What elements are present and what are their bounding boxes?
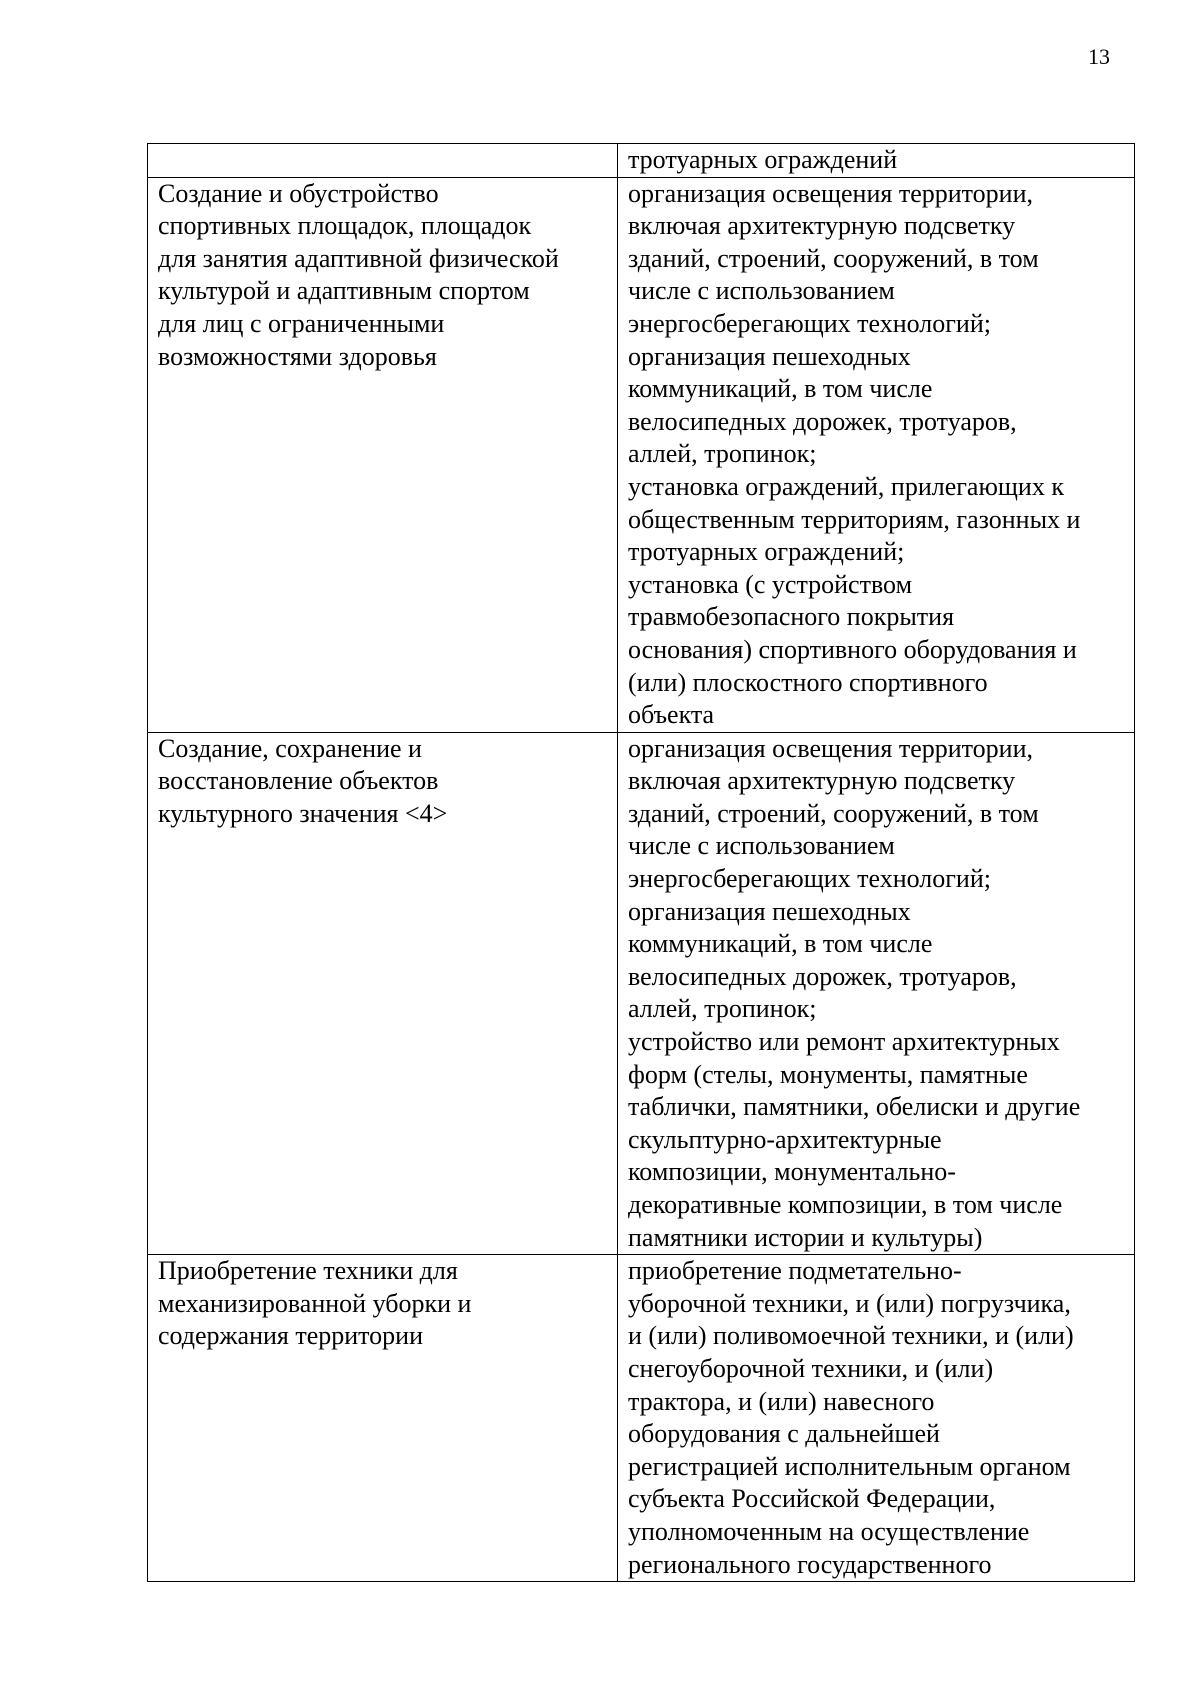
cell-text-line: (или) плоскостного спортивного [628,667,988,697]
cell-text-line: для занятия адаптивной физической [158,243,559,273]
work-types-cell [618,1255,1135,1582]
table-body [148,144,1135,1582]
cell-text-line: числе с использованием [628,276,895,306]
cell-text-line: организация освещения территории, [628,733,1033,763]
cell-text-line: объекта [628,700,715,730]
cell-text-line: форм (стелы, монументы, памятные [628,1059,1028,1089]
cell-text-line: таблички, памятники, обелиски и другие [628,1092,1081,1122]
cell-text-line: приобретение подметательно- [628,1256,962,1286]
cell-text-line: зданий, строений, сооружений, в том [628,243,1039,273]
cell-text-line: скульптурно-архитектурные [628,1124,942,1154]
cell-text-line: тротуарных ограждений; [628,537,905,567]
table-row [148,732,1135,1255]
cell-text-line: для лиц с ограниченными [158,308,445,338]
cell-text-line: культурой и адаптивным спортом [158,276,530,306]
cell-text-line: уборочной техники, и (или) погрузчика, [628,1288,1071,1318]
cell-text-line: включая архитектурную подсветку [628,211,1016,241]
event-name-cell [148,732,618,1255]
cell-text-line: спортивных площадок, площадок [158,211,532,241]
cell-text-line: энергосберегающих технологий; [628,864,991,894]
cell-text-line: снегоуборочной техники, и (или) [628,1353,994,1383]
cell-text-line: зданий, строений, сооружений, в том [628,798,1039,828]
cell-text-line: оборудования с дальнейшей [628,1419,940,1449]
cell-text-line: культурного значения <4> [158,798,448,828]
cell-text-line: содержания территории [158,1321,424,1351]
cell-text-line: велосипедных дорожек, тротуаров, [628,961,1017,991]
cell-text-line: и (или) поливомоечной техники, и (или) [628,1321,1074,1351]
cell-text-line: уполномоченным на осуществление [628,1516,1030,1546]
work-types-cell [618,144,1135,178]
cell-text-line: декоративные композиции, в том числе [628,1190,1063,1219]
table-row [148,1255,1135,1582]
cell-text-line: установка (с устройством [628,569,913,599]
cell-text-line: Приобретение техники для [158,1256,458,1286]
cell-text-line: памятники истории и культуры) [628,1222,983,1252]
cell-text-line: механизированной уборки и [158,1288,472,1318]
cell-text-line: трактора, и (или) навесного [628,1386,935,1416]
event-name-cell [148,1255,618,1582]
table-row [148,177,1135,732]
work-types-cell [618,177,1135,732]
cell-text-line: Создание и обустройство [158,178,439,208]
cell-text-line: энергосберегающих технологий; [628,308,991,338]
cell-text-line: Создание, сохранение и [158,733,422,763]
measures-table [147,143,1135,1582]
cell-text-line: включая архитектурную подсветку [628,766,1016,796]
event-name-cell [148,177,618,732]
cell-text-line: общественным территориям, газонных и [628,504,1081,534]
page-number: 13 [1088,44,1110,69]
cell-text-line: основания) спортивного оборудования и [628,634,1077,664]
cell-text-line: аллей, тропинок; [628,439,817,469]
cell-text-line: велосипедных дорожек, тротуаров, [628,406,1017,436]
cell-text-line: травмобезопасного покрытия [628,602,955,632]
cell-text-line: аллей, тропинок; [628,994,817,1024]
cell-text-line: регионального государственного [628,1549,992,1579]
cell-text-line: организация пешеходных [628,896,911,926]
table-row [148,144,1135,178]
cell-text-line: композиции, монументально- [628,1157,956,1187]
cell-text-line: восстановление объектов [158,766,439,796]
cell-text-line: возможностями здоровья [158,341,437,371]
cell-text-line: устройство или ремонт архитектурных [628,1027,1060,1057]
cell-text-line: организация пешеходных [628,341,911,371]
cell-text-line: регистрацией исполнительным органом [628,1451,1071,1481]
cell-text-line: числе с использованием [628,831,895,861]
cell-text-line: коммуникаций, в том числе [628,929,933,959]
event-name-cell [148,144,618,178]
cell-text-line: организация освещения территории, [628,178,1033,208]
cell-text-line: коммуникаций, в том числе [628,374,933,404]
work-types-cell [618,732,1135,1255]
cell-text-line: установка ограждений, прилегающих к [628,471,1064,501]
cell-text-line: субъекта Российской Федерации, [628,1484,996,1514]
cell-text-line: тротуарных ограждений [628,145,898,174]
